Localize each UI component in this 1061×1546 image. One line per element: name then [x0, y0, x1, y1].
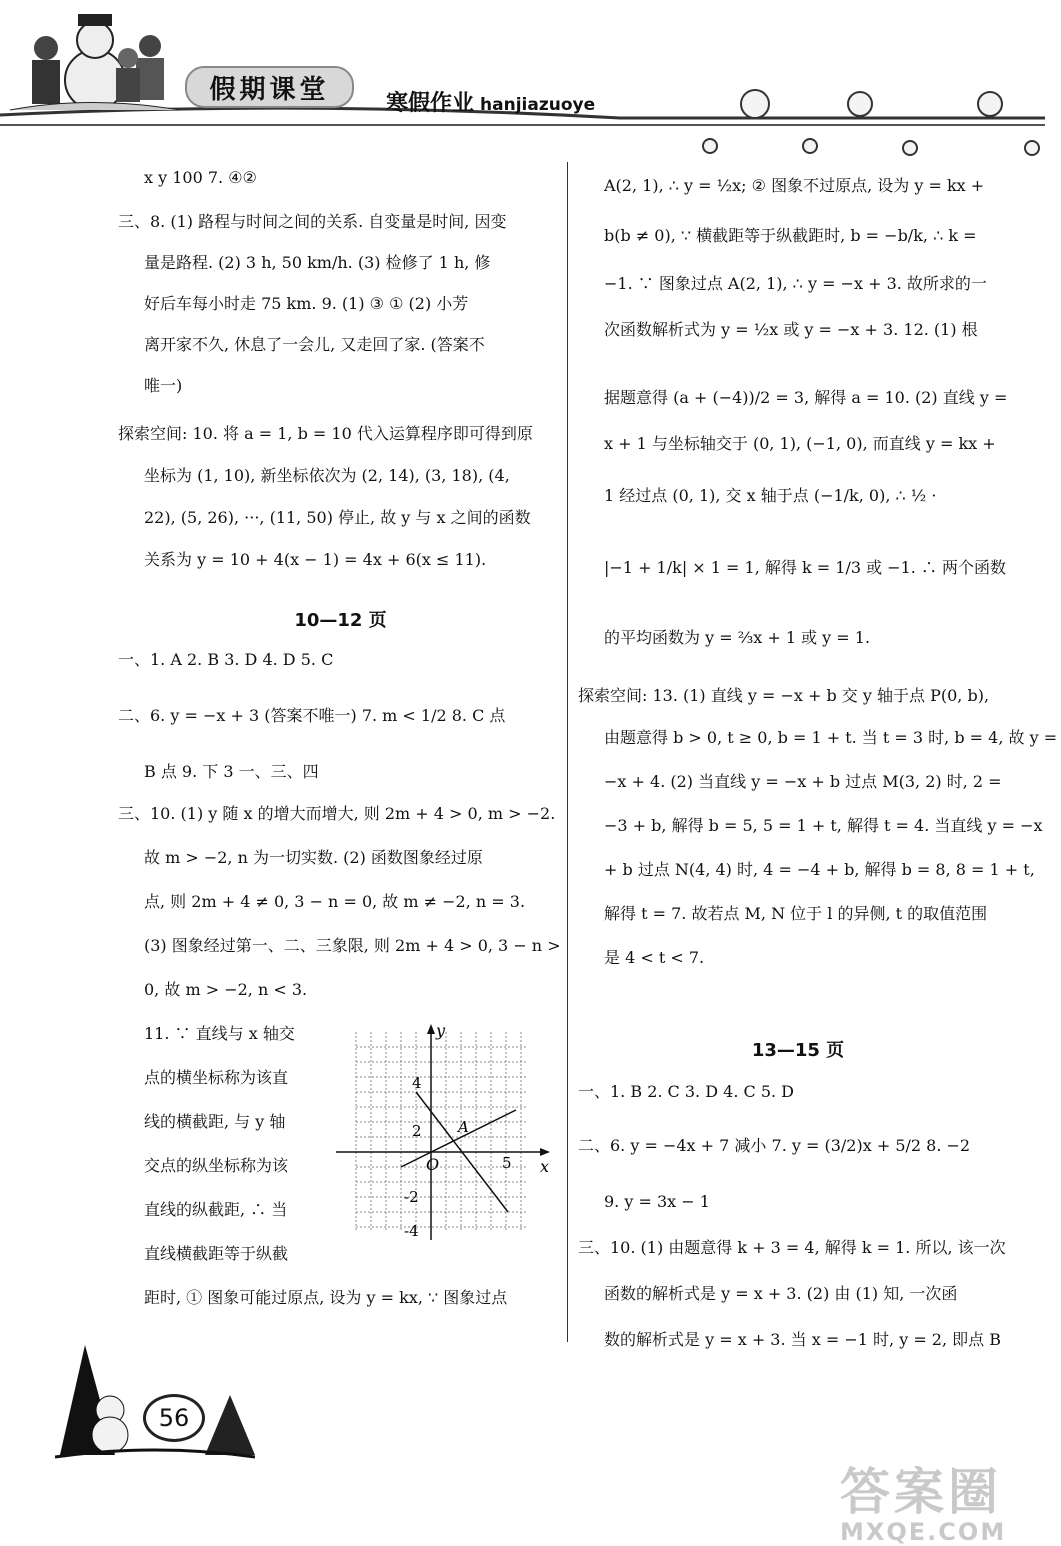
page-header — [0, 0, 1061, 160]
answer-line: 故 m > −2, n 为一切实数. (2) 函数图象经过原 — [144, 848, 483, 867]
answer-line: 直线的纵截距, ∴ 当 — [144, 1200, 288, 1219]
answer-line: 量是路程. (2) 3 h, 50 km/h. (3) 检修了 1 h, 修 — [144, 253, 491, 272]
answer-line: 二、6. y = −x + 3 (答案不唯一) 7. m < 1/2 8. C 点 — [118, 706, 506, 725]
brand-title: 假期课堂 — [185, 66, 354, 108]
answer-line: −x + 4. (2) 当直线 y = −x + b 过点 M(3, 2) 时, 2 = — [604, 772, 1002, 791]
answer-line: (3) 图象经过第一、二、三象限, 则 2m + 4 > 0, 3 − n > — [144, 936, 561, 955]
answer-line: 探索空间: 10. 将 a = 1, b = 10 代入运算程序即可得到原 — [118, 424, 533, 443]
answer-line: −1. ∵ 图象过点 A(2, 1), ∴ y = −x + 3. 故所求的一 — [604, 274, 987, 293]
answer-line: 点, 则 2m + 4 ≠ 0, 3 − n = 0, 故 m ≠ −2, n = 3. — [144, 892, 526, 911]
coordinate-graph — [336, 1022, 556, 1246]
answer-line: 数的解析式是 y = x + 3. 当 x = −1 时, y = 2, 即点 B — [604, 1330, 1002, 1349]
answer-line: A(2, 1), ∴ y = ½x; ② 图象不过原点, 设为 y = kx + — [604, 176, 985, 195]
point-label: A — [458, 1118, 469, 1136]
answer-line: 0, 故 m > −2, n < 3. — [144, 980, 308, 999]
answer-line: 距时, ① 图象可能过原点, 设为 y = kx, ∵ 图象过点 — [144, 1288, 508, 1307]
answer-line: x y 100 7. ④② — [144, 168, 257, 187]
answer-line: 一、1. B 2. C 3. D 4. C 5. D — [578, 1082, 795, 1101]
subtitle-text: 寒假作业 — [386, 91, 475, 116]
header-decoration — [0, 0, 1061, 160]
answer-line: 一、1. A 2. B 3. D 4. D 5. C — [118, 650, 334, 669]
answer-line: 好后车每小时走 75 km. 9. (1) ③ ① (2) 小芳 — [144, 294, 469, 313]
answer-line: −3 + b, 解得 b = 5, 5 = 1 + t, 解得 t = 4. 当直线 y = −x — [604, 816, 1043, 835]
answer-line: 探索空间: 13. (1) 直线 y = −x + b 交 y 轴于点 P(0, b), — [578, 686, 990, 705]
x-tick-label: 5 — [502, 1154, 512, 1172]
y-axis-label: y — [436, 1022, 446, 1040]
answer-line: 唯一) — [144, 376, 183, 395]
answer-line: 1 经过点 (0, 1), 交 x 轴于点 (−1/k, 0), ∴ ½ · — [604, 486, 937, 505]
section-heading: 10—12 页 — [294, 610, 387, 631]
answer-line: 关系为 y = 10 + 4(x − 1) = 4x + 6(x ≤ 11). — [144, 550, 487, 569]
y-tick-label: 4 — [412, 1074, 422, 1092]
answer-line: 的平均函数为 y = ⅔x + 1 或 y = 1. — [604, 628, 871, 647]
answer-line: 三、10. (1) y 随 x 的增大而增大, 则 2m + 4 > 0, m > −2. — [118, 804, 556, 823]
answer-line: 二、6. y = −4x + 7 减小 7. y = (3/2)x + 5/2 8. −2 — [578, 1136, 971, 1155]
answer-line: 线的横截距, 与 y 轴 — [144, 1112, 286, 1131]
section-heading: 13—15 页 — [751, 1040, 845, 1061]
column-divider — [567, 162, 568, 1342]
ornaments-decoration — [703, 90, 1039, 155]
answer-line: 11. ∵ 直线与 x 轴交 — [144, 1024, 295, 1043]
y-tick-label: 2 — [412, 1122, 422, 1140]
answer-line: 是 4 < t < 7. — [604, 948, 705, 967]
answer-line: + b 过点 N(4, 4) 时, 4 = −4 + b, 解得 b = 8, 8 = 1 + t, — [604, 860, 1035, 879]
answer-line: 坐标为 (1, 10), 新坐标依次为 (2, 14), (3, 18), (4, — [144, 466, 510, 485]
answer-line: 直线横截距等于纵截 — [144, 1244, 289, 1263]
answer-line: 交点的纵坐标称为该 — [144, 1156, 289, 1175]
answer-line: b(b ≠ 0), ∵ 横截距等于纵截距时, b = −b/k, ∴ k = — [604, 226, 977, 245]
answer-line: x + 1 与坐标轴交于 (0, 1), (−1, 0), 而直线 y = kx + — [604, 434, 996, 453]
y-tick-label: -2 — [404, 1188, 419, 1206]
answer-line: 点的横坐标称为该直 — [144, 1068, 289, 1087]
answer-line: 三、10. (1) 由题意得 k + 3 = 4, 解得 k = 1. 所以, 该一次 — [578, 1238, 1006, 1257]
answer-line: 次函数解析式为 y = ½x 或 y = −x + 3. 12. (1) 根 — [604, 320, 978, 339]
tree-icon — [205, 1395, 255, 1455]
subtitle-pinyin: hanjiazuoye — [480, 95, 596, 115]
watermark — [840, 1452, 1006, 1546]
y-tick-label: -4 — [404, 1222, 419, 1240]
x-axis-label: x — [540, 1157, 550, 1176]
answer-line: 函数的解析式是 y = x + 3. (2) 由 (1) 知, 一次函 — [604, 1284, 958, 1303]
answer-line: B 点 9. 下 3 一、三、四 — [144, 762, 319, 781]
origin-label: O — [426, 1155, 440, 1174]
answer-line: 解得 t = 7. 故若点 M, N 位于 l 的异侧, t 的取值范围 — [604, 904, 988, 923]
page-number: 56 — [143, 1394, 205, 1442]
answer-line: 22), (5, 26), ···, (11, 50) 停止, 故 y 与 x 之间的函数 — [144, 508, 531, 527]
answer-line: 离开家不久, 休息了一会儿, 又走回了家. (答案不 — [144, 335, 485, 354]
watermark-title: 答案圈 — [840, 1463, 1002, 1521]
answer-line: 据题意得 (a + (−4))/2 = 3, 解得 a = 10. (2) 直线 y = — [604, 388, 1008, 407]
answer-line: 由题意得 b > 0, t ≥ 0, b = 1 + t. 当 t = 3 时, b = 4, 故 y = — [604, 728, 1058, 747]
snowman-kids-illustration — [10, 14, 180, 110]
header-subtitle — [386, 86, 595, 117]
answer-line: 三、8. (1) 路程与时间之间的关系. 自变量是时间, 因变 — [118, 212, 507, 231]
answer-line: 9. y = 3x − 1 — [604, 1192, 710, 1211]
watermark-url: MXQE.COM — [840, 1518, 1007, 1546]
answer-line: |−1 + 1/k| × 1 = 1, 解得 k = 1/3 或 −1. ∴ 两个函数 — [604, 558, 1007, 577]
